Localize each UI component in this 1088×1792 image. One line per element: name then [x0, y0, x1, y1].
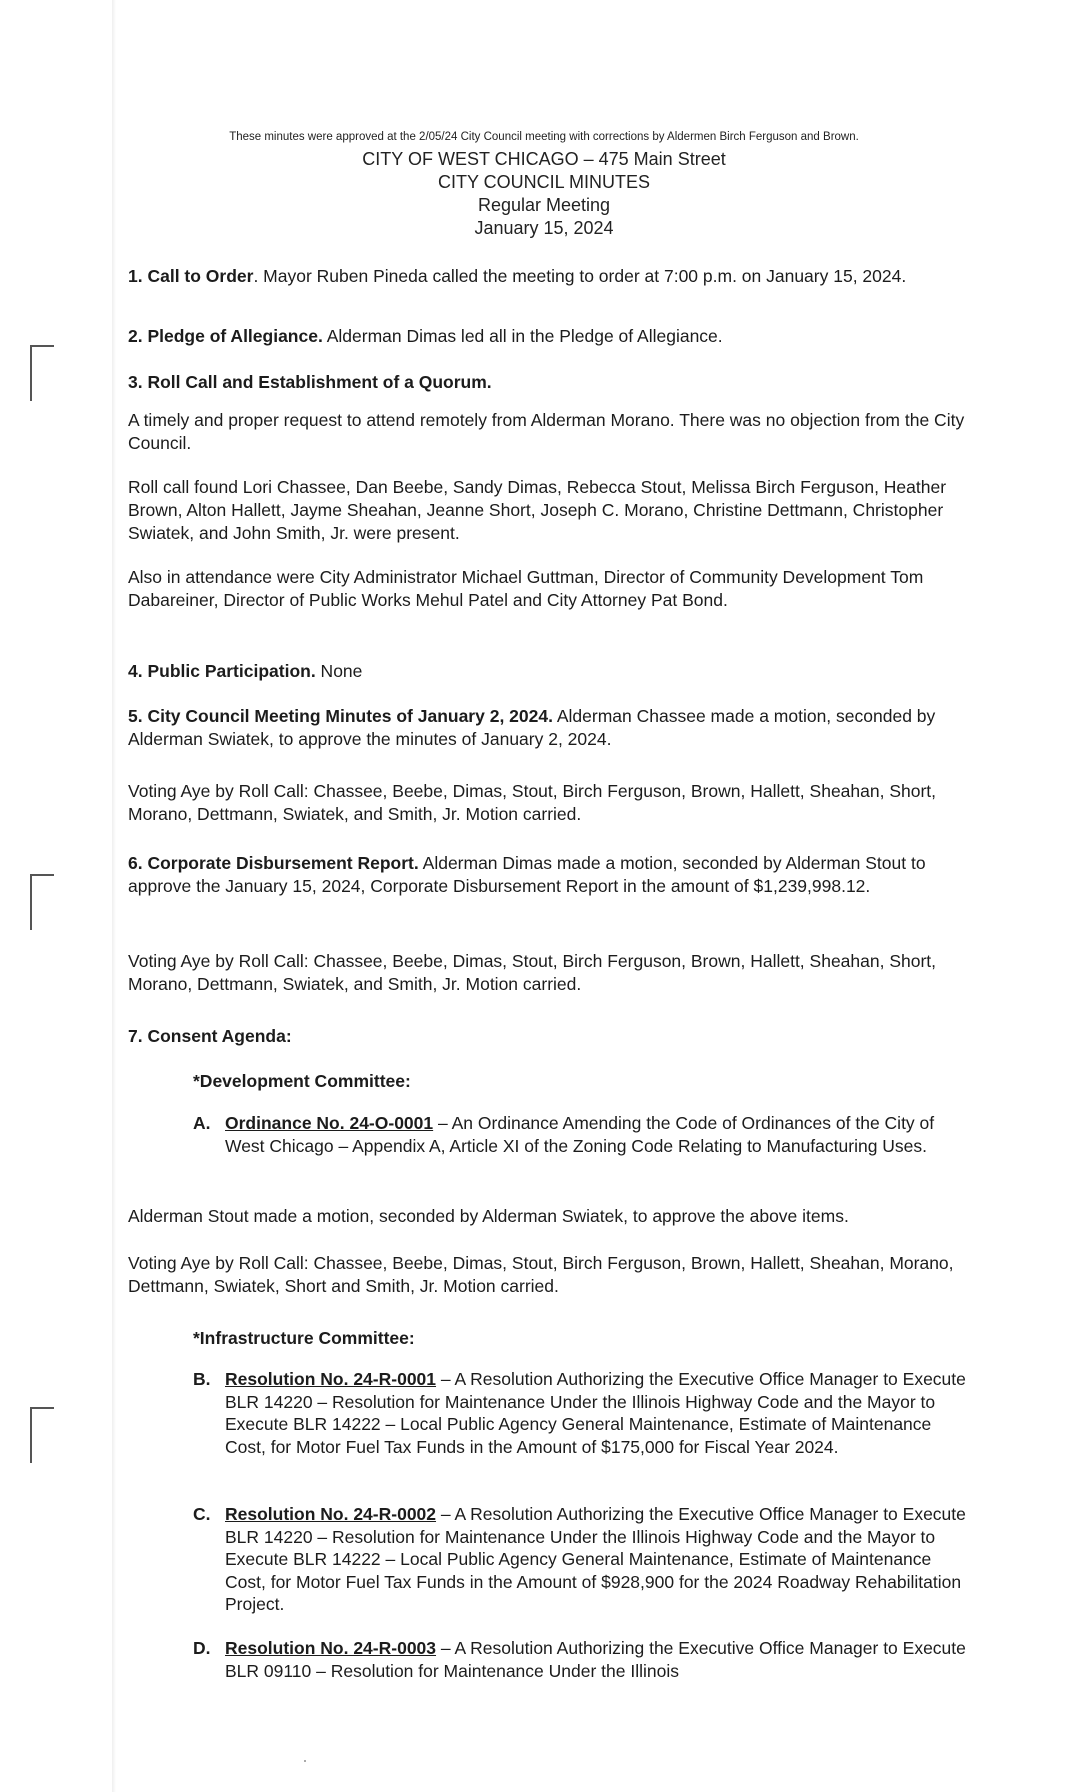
minutes-vote: Voting Aye by Roll Call: Chassee, Beebe, Dimas, Stout, Birch Ferguson, Brown, Hallett, Sheahan, Short, Morano, Dettmann, Swiatek, and Smith, Jr. Motion carried. [128, 781, 937, 824]
section-title: 1. Call to Order [128, 266, 254, 286]
item-text: – A Resolution Authorizing the Executive Office Manager to Execute BLR 14220 – Resolution for Maintenance Under the Illinois Highway Code and the Mayor to Execute BLR 14222 – Local Public Agency General Maintenance, Estimate of Maintenance Cost, for Motor Fuel Tax Funds in the Amount of $175,000 for Fiscal Year 2024. [225, 1369, 966, 1457]
section-text: Alderman Dimas made a motion, seconded by Alderman Stout to approve the January 15, 2024, Corporate Disbursement Report in the amount of $1,239,998.12. [128, 853, 926, 896]
development-committee-heading: *Development Committee: [193, 1071, 411, 1091]
header-meeting-type: Regular Meeting [477, 195, 611, 215]
item-text: – A Resolution Authorizing the Executive Office Manager to Execute BLR 14220 – Resolution for Maintenance Under the Illinois Highway Code and the Mayor to Execute BLR 14222 – Local Public Agency General Maintenance, Estimate of Maintenance Cost, for Motor Fuel Tax Funds in the Amount of $928,900 for the 2024 Roadway Rehabilitation Project. [225, 1504, 966, 1614]
roll-call-remote-request: A timely and proper request to attend remotely from Alderman Morano. There was no objection from the City Council. [128, 410, 965, 453]
agenda-item-d [193, 1637, 973, 1682]
section-pledge [128, 325, 973, 348]
item-letter: C. [193, 1504, 211, 1524]
section-minutes-approval [128, 705, 973, 751]
resolution-ref: Resolution No. 24-R-0001 [225, 1369, 437, 1389]
section-title: 2. Pledge of Allegiance. [128, 326, 323, 346]
section-call-to-order [128, 265, 973, 288]
header-city: CITY OF WEST CHICAGO – 475 Main Street [362, 149, 726, 169]
item-text: – A Resolution Authorizing the Executive Office Manager to Execute BLR 09110 – Resolution for Maintenance Under the Illinois [225, 1638, 966, 1681]
binding-bracket-mark [30, 1407, 54, 1463]
section-text: None [315, 661, 363, 681]
item-letter: D. [193, 1638, 211, 1658]
resolution-ref: Resolution No. 24-R-0003 [225, 1638, 437, 1658]
roll-call-present: Roll call found Lori Chassee, Dan Beebe, Sandy Dimas, Rebecca Stout, Melissa Birch Ferguson, Heather Brown, Alton Hallett, Jayme Sheahan, Jeanne Short, Joseph C. Morano, Christine Dettmann, Christopher Swiatek, and John Smith, Jr. were present. [128, 477, 947, 543]
header-title: CITY COUNCIL MINUTES [437, 172, 651, 192]
section-consent-agenda-title: 7. Consent Agenda: [128, 1026, 292, 1046]
item-text: – An Ordinance Amending the Code of Ordinances of the City of West Chicago – Appendix A, Article XI of the Zoning Code Relating to Manufacturing Uses. [225, 1113, 935, 1156]
section-disbursement [128, 852, 973, 898]
binding-bracket-mark [30, 345, 54, 401]
approval-note: These minutes were approved at the 2/05/24 City Council meeting with corrections by Aldermen Birch Ferguson and Brown. [229, 131, 859, 143]
ordinance-ref: Ordinance No. 24-O-0001 [225, 1113, 434, 1133]
consent-motion: Alderman Stout made a motion, seconded by Alderman Swiatek, to approve the above items. [128, 1206, 849, 1226]
scan-speck [304, 1760, 306, 1762]
item-letter: A. [193, 1113, 211, 1133]
resolution-ref: Resolution No. 24-R-0002 [225, 1504, 437, 1524]
scan-shadow-edge [112, 0, 116, 1792]
consent-vote: Voting Aye by Roll Call: Chassee, Beebe, Dimas, Stout, Birch Ferguson, Brown, Hallett, Sheahan, Morano, Dettmann, Swiatek, Short and Smith, Jr. Motion carried. [128, 1253, 954, 1296]
section-text: Alderman Dimas led all in the Pledge of Allegiance. [322, 326, 723, 346]
roll-call-attendance: Also in attendance were City Administrator Michael Guttman, Director of Community Development Tom Dabareiner, Director of Public Works Mehul Patel and City Attorney Pat Bond. [128, 567, 924, 610]
agenda-item-b [193, 1368, 973, 1458]
binding-bracket-mark [30, 874, 54, 930]
header-date: January 15, 2024 [474, 218, 614, 238]
section-public-participation [128, 660, 973, 683]
item-letter: B. [193, 1369, 211, 1389]
disbursement-vote: Voting Aye by Roll Call: Chassee, Beebe, Dimas, Stout, Birch Ferguson, Brown, Hallett, Sheahan, Short, Morano, Dettmann, Swiatek, and Smith, Jr. Motion carried. [128, 951, 937, 994]
section-title: 6. Corporate Disbursement Report. [128, 853, 419, 873]
section-title: 4. Public Participation. [128, 661, 316, 681]
agenda-item-c [193, 1503, 973, 1616]
infrastructure-committee-heading: *Infrastructure Committee: [193, 1328, 415, 1348]
agenda-item-a [193, 1112, 973, 1157]
section-text: . Mayor Ruben Pineda called the meeting to order at 7:00 p.m. on January 15, 2024. [253, 266, 907, 286]
section-title: 5. City Council Meeting Minutes of January 2, 2024. [128, 706, 553, 726]
section-roll-call-title: 3. Roll Call and Establishment of a Quorum. [128, 372, 492, 392]
section-text: Alderman Chassee made a motion, seconded by Alderman Swiatek, to approve the minutes of January 2, 2024. [128, 706, 936, 749]
